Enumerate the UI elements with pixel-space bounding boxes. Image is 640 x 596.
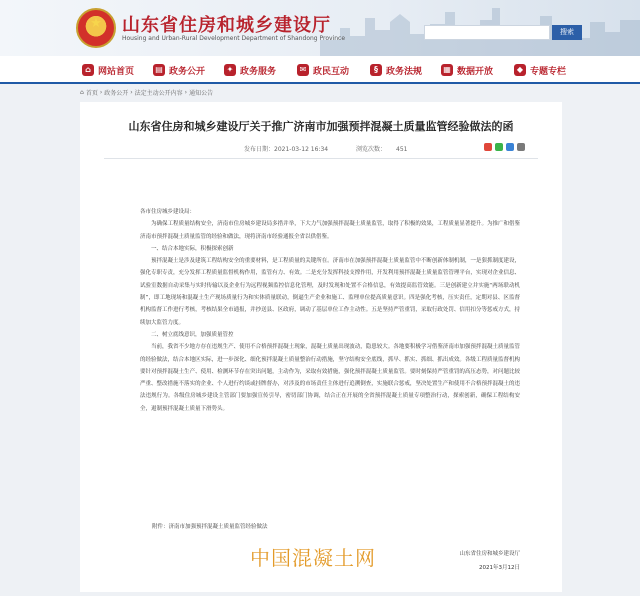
nav-item-interaction[interactable] — [297, 56, 349, 84]
nav-item-label: 政务公开 — [169, 66, 206, 77]
nav-item-regulations[interactable] — [370, 56, 422, 84]
national-emblem-logo: ★ — [76, 8, 116, 48]
nav-item-gov-affairs[interactable] — [153, 56, 205, 84]
article-panel — [80, 102, 562, 592]
view-count: 浏览次数： 451 — [356, 146, 408, 153]
paragraph: 当前，我省不少地方存在违规生产、使用不合格预拌混凝土现象，混凝土质量出现波动，隐患较大。各地要积极学习借鉴济南市加强预拌混凝土质量监管的经验做法，结合本地区实际，进一步深化、细化预拌混凝土质量整治行动措施，坚守结构安全底线，抓早、抓实、抓细、抓出成效。各级工程质量监督机构要针对预拌混凝土生产、使用、检测环节存在突出问题，主动作为，采取有效措施，强化预拌混凝土质量监管。要时刻保持严管重罚的高压态势，对问题比较严重、整改措施不落实的企业、个人进行约谈或挂牌督办，对涉及的市场责任主体进行追溯倒查，实施联合惩戒，坚决处置生产和使用不合格预拌混凝土的违法违规行为。各级住房城乡建设主管部门要加强宣传引导，密切部门协调，结合正在开展的全省预拌混凝土质量专项整治行动，探索创新，确保工程结构安全，遏制预拌混凝土质量下滑势头。 — [140, 344, 520, 412]
home-icon: ⌂ — [82, 64, 94, 76]
location-icon: ⌂ — [80, 88, 84, 96]
paragraph: 为确保工程质量结构安全，济南市住房城乡建设局多措并举，下大力气加强预拌混凝土质量监管，取得了积极的效果，工程质量显著提升。为推广和借鉴济南市预拌混凝土质量监管的经验和做法，现将济南市经验通报全省以供借鉴。 — [140, 221, 520, 240]
attachment-link[interactable]: 附件：济南市加强预拌混凝土质量监管经验做法 — [152, 524, 268, 530]
nav-item-topics[interactable] — [514, 56, 566, 84]
law-icon: § — [370, 64, 382, 76]
sign-date: 2021年3月12日 — [479, 565, 520, 571]
breadcrumb: ⌂ 首页 › 政务公开 › 法定主动公开内容 › 通知公告 — [80, 88, 214, 97]
divider — [104, 158, 538, 159]
site-title: 山东省住房和城乡建设厅 — [122, 15, 331, 36]
nav-item-home[interactable] — [82, 56, 134, 84]
share-weibo-icon[interactable] — [484, 143, 492, 151]
nav-item-label: 网站首页 — [98, 66, 135, 77]
section-heading: 一、结合本地实际，积极探索创新 — [151, 245, 234, 252]
publish-date: 发布日期：2021-03-12 16:34 — [244, 146, 329, 153]
nav-item-label: 政务服务 — [240, 66, 277, 77]
nav-item-label: 数据开放 — [457, 66, 494, 77]
nav-item-label: 政务法规 — [386, 66, 423, 77]
breadcrumb-item[interactable]: 通知公告 — [189, 89, 214, 97]
search-input[interactable] — [424, 25, 550, 40]
chat-icon: ✉ — [297, 64, 309, 76]
paragraph: 预拌混凝土是涉及建筑工程结构安全的重要材料，是工程质量的关键所在。济南市在加强预拌混凝土质量监管中不断创新体制机制，一是狠抓制度建设，强化专职专责，充分发挥工程质量监督机构作用，监管有力、有效。二是充分发挥科技支撑作用，开发利用预拌混凝土质量监管管理平台，实现对企业信息、试验室数据自动采集与实时传输以及企业行为远程视频监控信息化管理，及时发现和处置不合格信息，有效提高监管效能。三是创新建立并实施“两场联动机制”，即工地现场和混凝土生产现场质量行为和实体质量联动，倒逼生产企业和施工、监理单位提高质量意识。四是强化考核，压实责任，定期对县、区监督机构监督工作进行考核，考核结果全市通报，并抄送县、区政府，调动了基层单位工作主动性。五是坚持严管重罚，采取行政处罚、信用扣分等惩戒方式，持续加大监管力度。 — [140, 258, 520, 326]
nav-item-open-data[interactable] — [441, 56, 493, 84]
main-nav — [0, 56, 640, 84]
share-wechat-icon[interactable] — [495, 143, 503, 151]
site-header — [0, 0, 640, 56]
article-body — [140, 206, 520, 415]
breadcrumb-item[interactable]: 首页 — [85, 89, 98, 97]
search-button[interactable]: 搜索 — [552, 25, 582, 40]
breadcrumb-item[interactable]: 政务公开 — [104, 89, 129, 97]
salutation: 各市住房城乡建设局： — [140, 209, 196, 215]
watermark: 中国混凝土网 — [250, 546, 376, 570]
nav-item-label: 专题专栏 — [530, 66, 567, 77]
section-heading: 二、树立底线意识，加强质量管控 — [151, 331, 234, 338]
share-qq-icon[interactable] — [506, 143, 514, 151]
data-icon: ▦ — [441, 64, 453, 76]
nav-item-label: 政民互动 — [313, 66, 350, 77]
print-icon[interactable] — [517, 143, 525, 151]
signature: 山东省住房和城乡建设厅 — [459, 551, 520, 557]
service-icon: ✦ — [224, 64, 236, 76]
nav-item-services[interactable] — [224, 56, 276, 84]
article-title: 山东省住房和城乡建设厅关于推广济南市加强预拌混凝土质量监管经验做法的函 — [128, 120, 514, 133]
doc-icon: ▤ — [153, 64, 165, 76]
breadcrumb-item[interactable]: 法定主动公开内容 — [134, 89, 183, 97]
topic-icon: ◆ — [514, 64, 526, 76]
site-subtitle: Housing and Urban-Rural Development Department of Shandong Province — [122, 35, 346, 42]
